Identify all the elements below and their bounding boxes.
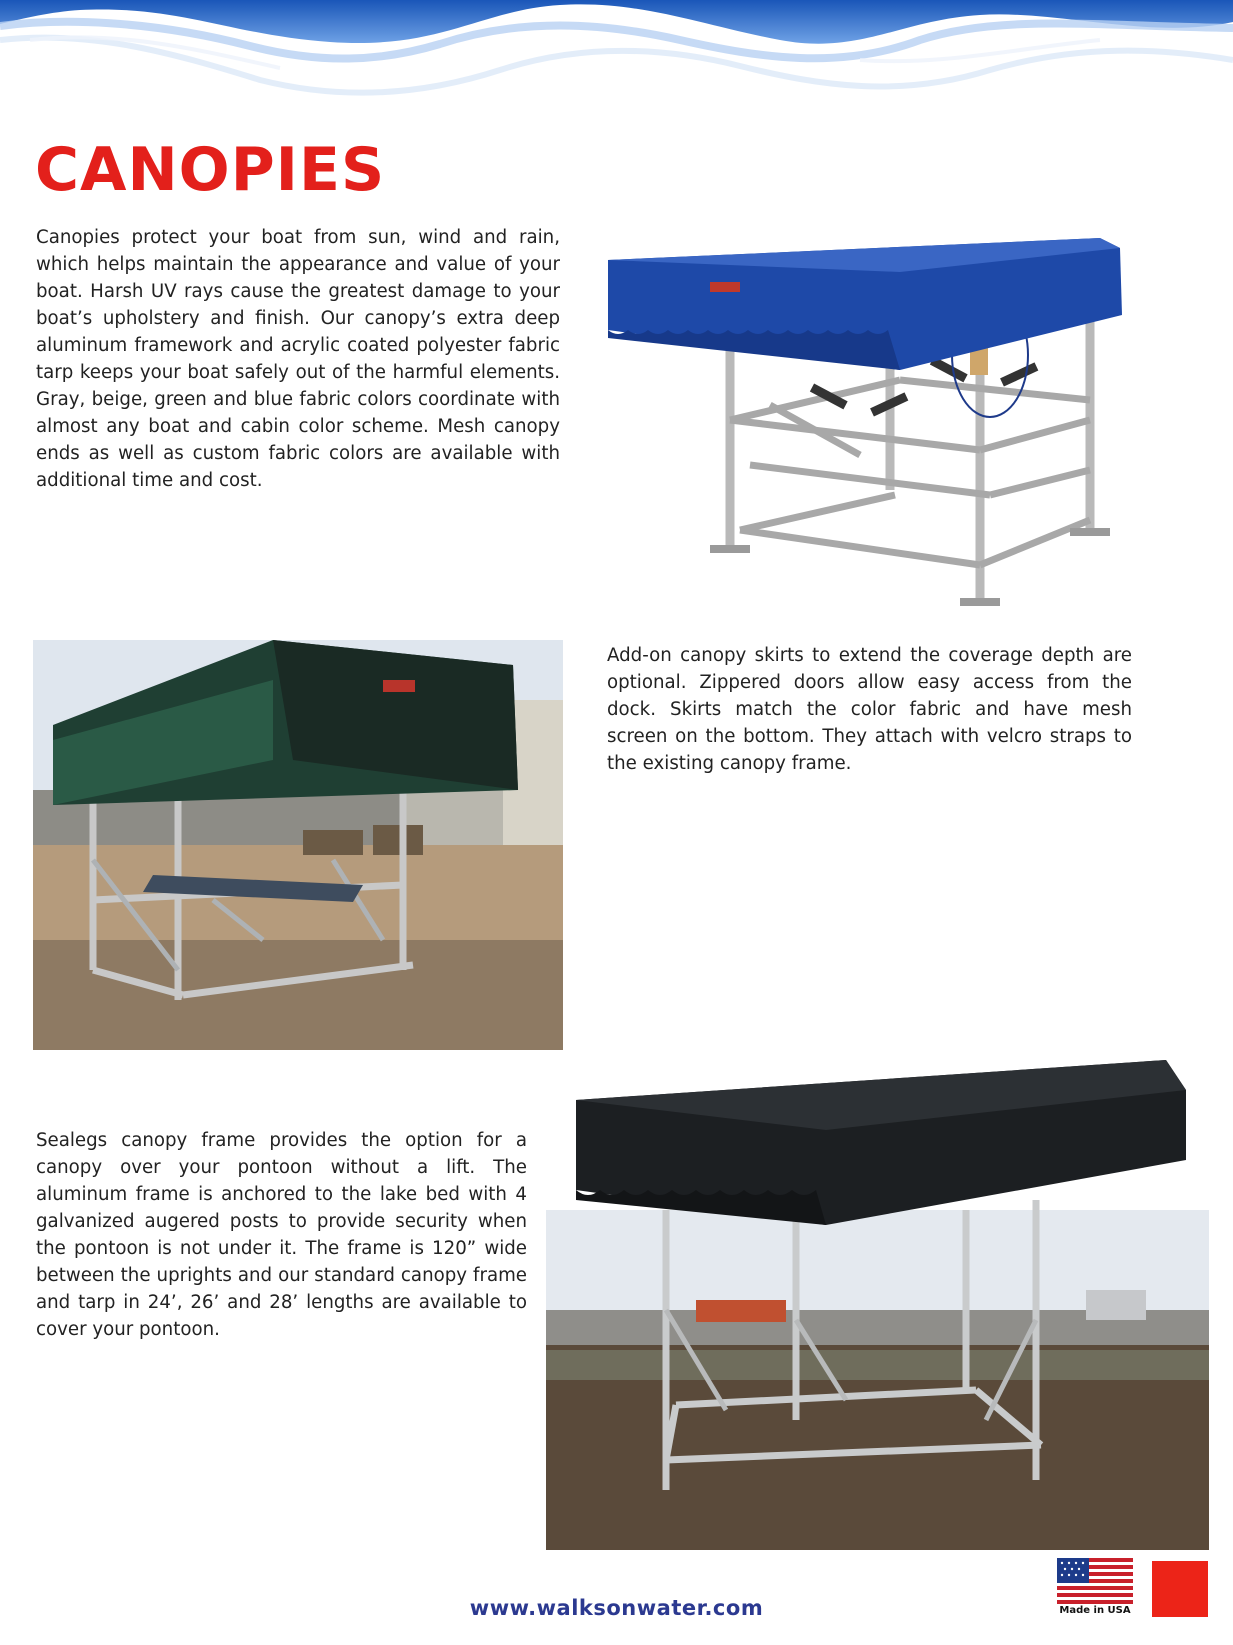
sealegs-paragraph: Sealegs canopy frame provides the option for a canopy over your pontoon without a lift. The aluminum frame is anchored to the lake bed with 4 galvanized augered posts to provide security when the pontoon is not under it. The frame is 120” wide between the uprights and our standard canopy frame and tarp in 24’, 26’ and 28’ lengths are available to cover your pontoon. — [36, 1130, 527, 1340]
website-url[interactable]: www.walksonwater.com — [469, 1596, 764, 1620]
skirts-paragraph: Add-on canopy skirts to extend the coverage depth are optional. Zippered doors allow easy access from the dock. Skirts match the color fabric and have mesh screen on the bottom. They attach with velcro straps to the existing canopy frame. — [607, 645, 1132, 774]
sealegs-canopy-frame-photo — [546, 1060, 1209, 1550]
green-canopy-skirt-photo — [33, 640, 563, 1050]
made-in-usa-label: Made in USA — [1059, 1605, 1131, 1616]
us-flag-icon — [1057, 1558, 1133, 1604]
page-title: CANOPIES — [35, 135, 386, 205]
brand-red-square — [1152, 1561, 1208, 1617]
blue-canopy-lift-photo — [600, 220, 1160, 620]
header-wave-graphic — [0, 0, 1233, 110]
intro-paragraph: Canopies protect your boat from sun, wind and rain, which helps maintain the appearance and value of your boat. Harsh UV rays cause the greatest damage to your boat’s upholstery and finish. Our canopy’s extra deep aluminum framework and acrylic coated polyester fabric tarp keeps your boat safely out of the harmful elements. Gray, beige, green and blue fabric colors coordinate with almost any boat and cabin color scheme. Mesh canopy ends as well as custom fabric colors are available with additional time and cost. — [36, 227, 560, 491]
